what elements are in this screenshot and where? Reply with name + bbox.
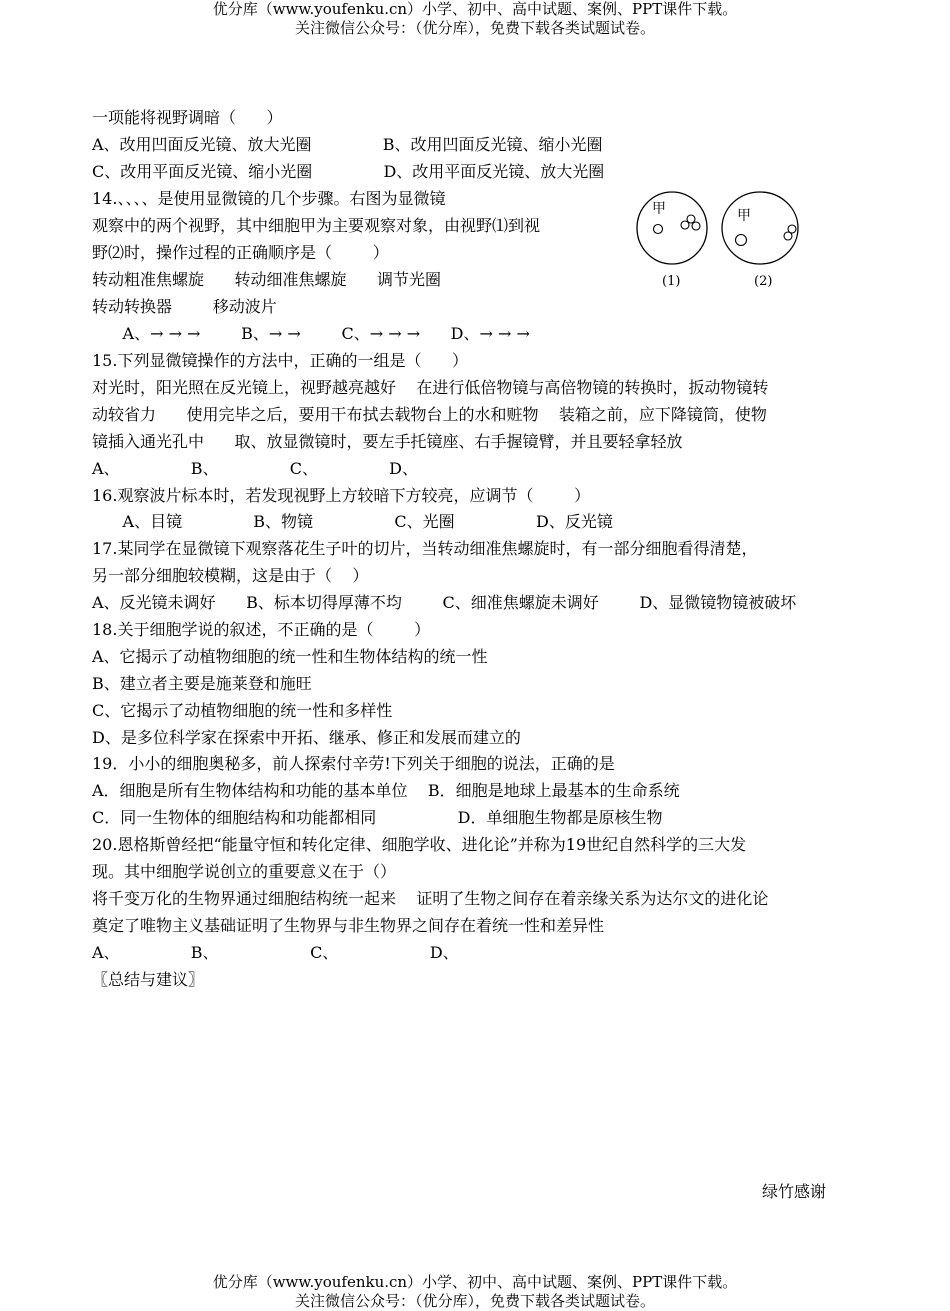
cell-jia-2 [736,235,747,246]
text-line: 15.下列显微镜操作的方法中，正确的一组是（ ） [92,351,468,370]
text-line: D、是多位科学家在探索中开拓、继承、修正和发展而建立的 [92,728,521,747]
section-heading: 〖总结与建议〗 [92,970,205,989]
cell-label-2: 甲 [737,208,751,224]
text-line: A、它揭示了动植物细胞的统一性和生物体结构的统一性 [92,647,488,666]
text-line: 17.某同学在显微镜下观察落花生子叶的切片，当转动细准焦螺旋时，有一部分细胞看得清楚， [92,539,758,558]
text-line: 14.、、、、是使用显微镜的几个步骤。右图为显微镜 [92,189,446,208]
text-line: A、目镜 B、物镜 C、光圈 D、反光镜 [92,512,613,531]
text-line: 19．小小的细胞奥秘多，前人探索付辛劳!下列关于细胞的说法，正确的是 [92,754,615,773]
text-line: 观察中的两个视野，其中细胞甲为主要观察对象，由视野⑴到视 [92,216,541,235]
text-line: C、改用平面反光镜、缩小光圈 D、改用平面反光镜、放大光圈 [92,162,605,181]
text-line: 镜插入通光孔中 取、放显微镜时，要左手托镜座、右手握镜臂，并且要轻拿轻放 [92,432,683,451]
microscope-view-diagram [630,185,810,295]
text-line: B、建立者主要是施莱登和施旺 [92,674,312,693]
cell-jia-1 [654,225,663,234]
text-line: 20.恩格斯曾经把“能量守恒和转化定律、细胞学收、进化论”并称为19世纪自然科学的三大发 [92,835,747,854]
view-caption-1: (1) [662,274,681,289]
text-line: 16.观察波片标本时，若发现视野上方较暗下方较亮，应调节（ ） [92,486,591,505]
text-line: A、 B、 C、 D、 [92,943,459,962]
header-line-2: 关注微信公众号：（优分库），免费下载各类试题试卷。 [294,19,655,37]
text-line: 一项能将视野调暗（ ） [92,108,283,127]
text-line: C．同一生物体的细胞结构和功能都相同 D．单细胞生物都是原核生物 [92,808,663,827]
view-field-2-circle [722,192,798,264]
text-line: 转动粗准焦螺旋 转动细准焦螺旋 调节光圈 [92,270,442,289]
footer-line-2: 关注微信公众号：（优分库），免费下载各类试题试卷。 [294,1292,655,1310]
view-fields-graphic [630,185,810,295]
page-header [0,0,950,38]
page-footer [0,1273,950,1311]
view-field-1-circle [637,192,707,264]
text-line: 对光时，阳光照在反光镜上，视野越亮越好 在进行低倍物镜与高倍物镜的转换时，扳动物镜转 [92,378,769,397]
text-line: A、改用凹面反光镜、放大光圈 B、改用凹面反光镜、缩小光圈 [92,135,603,154]
text-line: 奠定了唯物主义基础证明了生物界与非生物界之间存在着统一性和差异性 [92,916,605,935]
text-line: 野⑵时，操作过程的正确顺序是（ ） [92,243,389,262]
text-line: A、反光镜未调好 B、标本切得厚薄不均 C、细准焦螺旋未调好 D、显微镜物镜被破坏 [92,593,797,612]
text-line: 另一部分细胞较模糊，这是由于（ ） [92,566,369,585]
cell-label-1: 甲 [652,201,666,217]
text-line: C、它揭示了动植物细胞的统一性和多样性 [92,701,393,720]
text-line: 将千变万化的生物界通过细胞结构统一起来 证明了生物之间存在着亲缘关系为达尔文的进化论 [92,889,769,908]
text-line: A、 B、 C、 D、 [92,459,418,478]
header-line-1: 优分库（www.youfenku.cn）小学、初中、高中试题、案例、PPT课件下载。 [212,0,738,18]
cell-cluster-1c [692,222,700,230]
text-line: A、→ → → B、→ → C、→ → → D、→ → → [92,324,530,343]
cell-cluster-2b [784,232,792,240]
text-line: A．细胞是所有生物体结构和功能的基本单位 B．细胞是地球上最基本的生命系统 [92,781,680,800]
cell-cluster-1b [687,215,695,223]
text-line: 动较省力 使用完毕之后，要用干布拭去载物台上的水和赃物 装箱之前，应下降镜筒，使物 [92,405,767,424]
signature-text: 绿竹感谢 [762,1182,827,1201]
view-caption-2: (2) [754,274,773,289]
text-line: 现。其中细胞学说创立的重要意义在于（） [92,862,397,881]
text-line: 转动转换器 移动波片 [92,297,277,316]
footer-line-1: 优分库（www.youfenku.cn）小学、初中、高中试题、案例、PPT课件下载。 [212,1273,738,1291]
text-line: 18.关于细胞学说的叙述，不正确的是（ ） [92,620,431,639]
